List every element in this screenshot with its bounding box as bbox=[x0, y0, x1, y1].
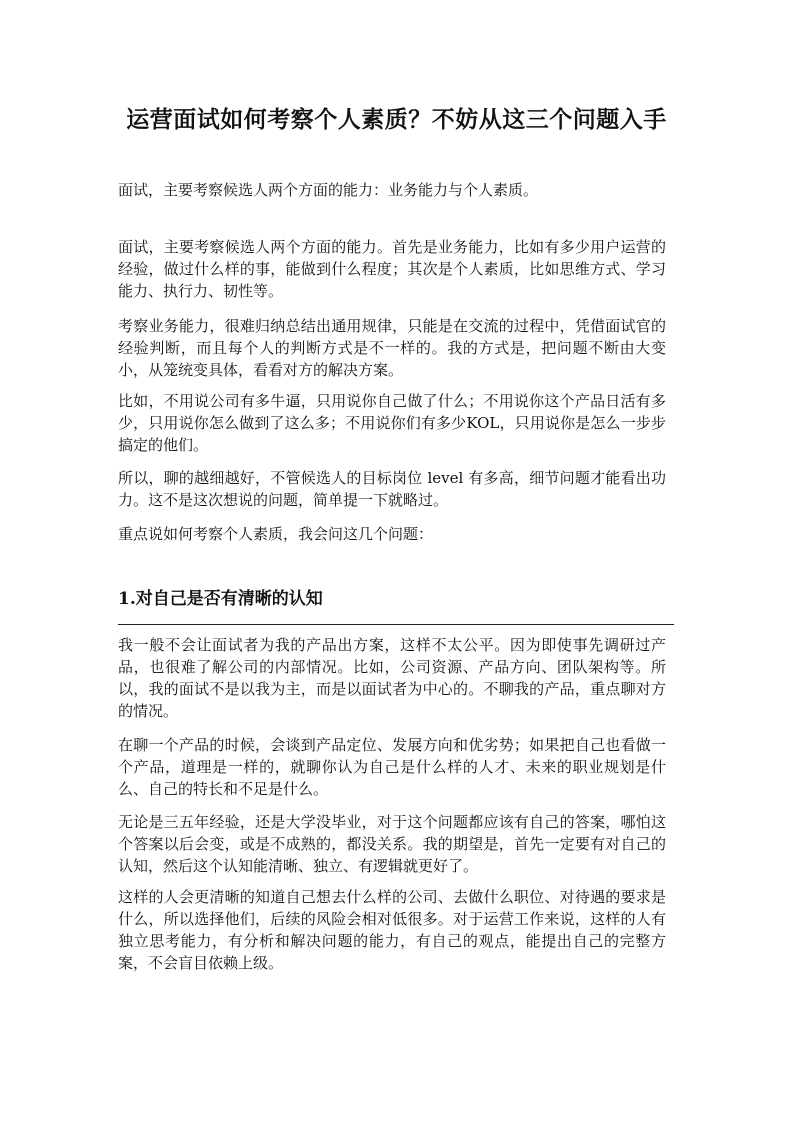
paragraph-ability-overview: 面试，主要考察候选人两个方面的能力。首先是业务能力，比如有多少用户运营的经验，做过什么样的事，能做到什么程度；其次是个人素质，比如思维方式、学习能力、执行力、韧性等。 bbox=[118, 238, 666, 300]
section-heading: 1.对自己是否有清晰的认知 bbox=[118, 589, 323, 609]
paragraph-focus: 重点说如何考察个人素质，我会问这几个问题： bbox=[118, 525, 434, 543]
section-paragraph-3: 无论是三五年经验，还是大学没毕业，对于这个问题都应该有自己的答案，哪怕这个答案以后会变，或是不成熟的，都没关系。我的期望是，首先一定要有对自己的认知，然后这个认知能清晰、独立、有逻辑就更好了。 bbox=[118, 813, 666, 875]
paragraph-details: 所以，聊的越细越好，不管候选人的目标岗位 level 有多高，细节问题才能看出功力。这不是这次想说的问题，简单提一下就略过。 bbox=[118, 469, 666, 509]
paragraph-examples: 比如，不用说公司有多牛逼，只用说你自己做了什么；不用说你这个产品日活有多少，只用说你怎么做到了这么多；不用说你们有多少KOL，只用说你是怎么一步步搞定的他们。 bbox=[118, 392, 666, 454]
section-paragraph-1: 我一般不会让面试者为我的产品出方案，这样不太公平。因为即使事先调研过产品，也很难了解公司的内部情况。比如，公司资源、产品方向、团队架构等。所以，我的面试不是以我为主，而是以面试者为中心的。不聊我的产品，重点聊对方的情况。 bbox=[118, 636, 666, 720]
page-title: 运营面试如何考察个人素质？不妨从这三个问题入手 bbox=[126, 106, 667, 133]
intro-summary: 面试，主要考察候选人两个方面的能力：业务能力与个人素质。 bbox=[118, 181, 539, 199]
section-paragraph-4: 这样的人会更清晰的知道自己想去什么样的公司、去做什么职位、对待遇的要求是什么，所以选择他们，后续的风险会相对低很多。对于运营工作来说，这样的人有独立思考能力，有分析和解决问题的能力，有自己的观点，能提出自己的完整方案，不会盲目依赖上级。 bbox=[118, 888, 666, 972]
section-paragraph-2: 在聊一个产品的时候，会谈到产品定位、发展方向和优劣势；如果把自己也看做一个产品，道理是一样的，就聊你认为自己是什么样的人才、未来的职业规划是什么、自己的特长和不足是什么。 bbox=[118, 736, 666, 798]
paragraph-business-ability: 考察业务能力，很难归纳总结出通用规律，只能是在交流的过程中，凭借面试官的经验判断，而且每个人的判断方式是不一样的。我的方式是，把问题不断由大变小，从笼统变具体，看看对方的解决方案。 bbox=[118, 317, 666, 379]
section-divider bbox=[118, 624, 674, 625]
